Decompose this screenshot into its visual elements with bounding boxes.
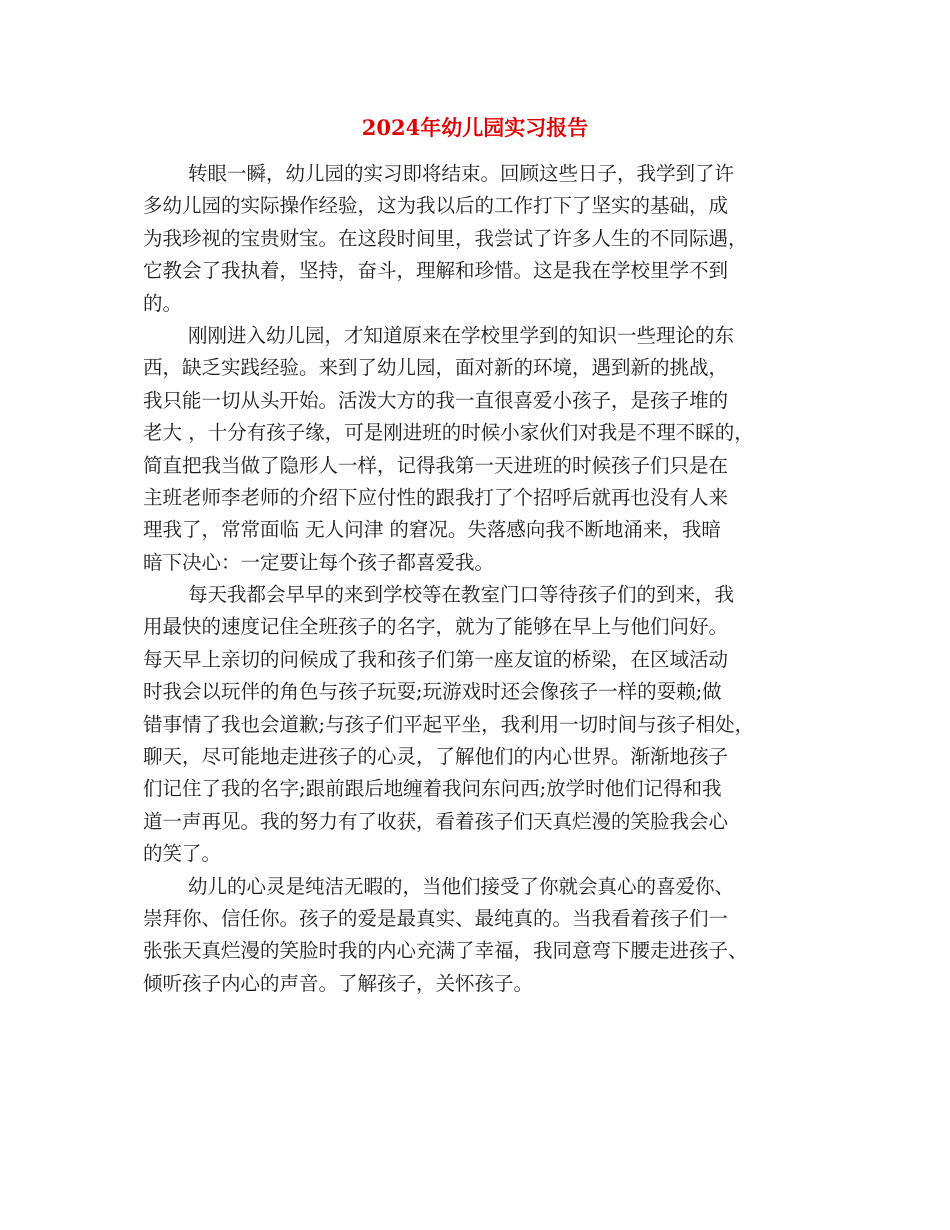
paragraph-line: 简直把我当做了隐形人一样，记得我第一天进班的时候孩子们只是在: [143, 453, 729, 477]
paragraph-line: 聊天，尽可能地走进孩子的心灵，了解他们的内心世界。渐渐地孩子: [143, 745, 729, 769]
paragraph-4: [143, 871, 823, 1001]
paragraph-line: 主班老师李老师的介绍下应付性的跟我打了个招呼后就再也没有人来: [143, 485, 729, 509]
paragraph-line: 多幼儿园的实际操作经验，这为我以后的工作打下了坚实的基础，成: [143, 194, 729, 218]
paragraph-line: 每天早上亲切的问候成了我和孩子们第一座友谊的桥梁，在区域活动: [143, 647, 729, 671]
document-body: [143, 158, 823, 1000]
paragraph-line: 错事情了我也会道歉;与孩子们平起平坐，我利用一切时间与孩子相处，: [143, 712, 755, 736]
paragraph-3: [143, 579, 823, 871]
paragraph-line: 们记住了我的名字;跟前跟后地缠着我问东问西;放学时他们记得和我: [143, 777, 722, 801]
paragraph-line: 转眼一瞬，幼儿园的实习即将结束。回顾这些日子，我学到了许: [188, 162, 735, 185]
paragraph-line: 用最快的速度记住全班孩子的名字，就为了能够在早上与他们问好。: [143, 615, 729, 639]
paragraph-line: 西，缺乏实践经验。来到了幼儿园，面对新的环境，遇到新的挑战，: [143, 356, 729, 380]
paragraph-line: 张张天真烂漫的笑脸时我的内心充满了幸福，我同意弯下腰走进孩子、: [143, 939, 748, 963]
paragraph-line: 道一声再见。我的努力有了收获，看着孩子们天真烂漫的笑脸我会心: [143, 809, 729, 833]
paragraph-line: 暗下决心：一定要让每个孩子都喜爱我。: [143, 550, 495, 574]
paragraph-line: 幼儿的心灵是纯洁无暇的，当他们接受了你就会真心的喜爱你、: [188, 874, 735, 898]
paragraph-line: 为我珍视的宝贵财宝。在这段时间里，我尝试了许多人生的不同际遇，: [143, 226, 748, 250]
document-title: 2024年幼儿园实习报告: [361, 115, 589, 140]
paragraph-line: 的。: [143, 291, 183, 315]
paragraph-line: 老大 ，十分有孩子缘，可是刚进班的时候小家伙们对我是不理不睬的，: [143, 421, 754, 445]
paragraph-line: 刚刚进入幼儿园，才知道原来在学校里学到的知识一些理论的东: [188, 323, 735, 347]
paragraph-line: 我只能一切从头开始。活泼大方的我一直很喜爱小孩子，是孩子堆的: [143, 388, 729, 412]
paragraph-2: [143, 320, 823, 579]
paragraph-line: 的笑了。: [143, 842, 222, 866]
paragraph-1: [143, 158, 823, 320]
paragraph-line: 时我会以玩伴的角色与孩子玩耍;玩游戏时还会像孩子一样的耍赖;做: [143, 680, 722, 704]
paragraph-line: 每天我都会早早的来到学校等在教室门口等待孩子们的到来，我: [188, 583, 735, 607]
paragraph-line: 理我了，常常面临 无人问津 的窘况。失落感向我不断地涌来，我暗: [143, 518, 721, 542]
paragraph-line: 它教会了我执着，坚持，奋斗，理解和珍惜。这是我在学校里学不到: [143, 259, 729, 283]
paragraph-line: 崇拜你、信任你。孩子的爱是最真实、最纯真的。当我看着孩子们一: [143, 906, 729, 930]
paragraph-line: 倾听孩子内心的声音。了解孩子，关怀孩子。: [143, 971, 534, 995]
